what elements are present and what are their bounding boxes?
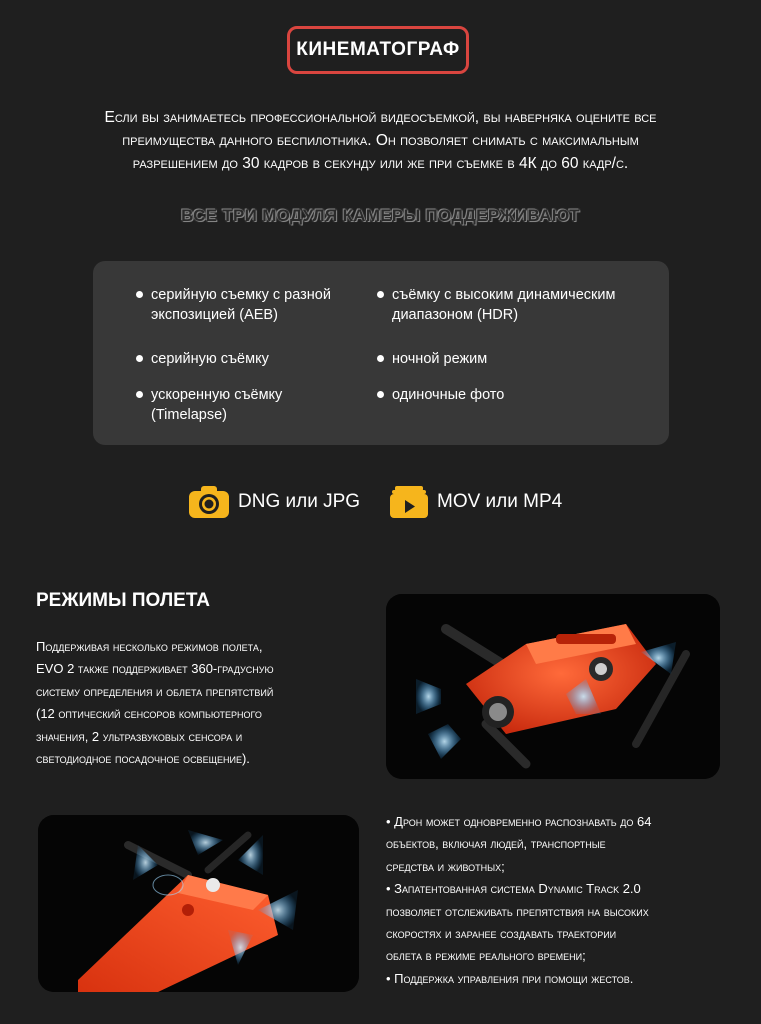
paragraph-line: Поддерживая несколько режимов полета, [36,639,263,654]
drone-illustration [38,815,359,992]
feature-text: диапазоном (HDR) [392,307,519,323]
section-badge [287,26,469,74]
flight-features-list [386,811,746,990]
feature-text: экспозицией (AEB) [151,307,278,323]
intro-line: Если вы занимаетесь профессиональной видеосъемкой, вы наверняка оцените все [104,109,657,126]
list-item: • Дрон может одновременно распознавать до 64 [386,814,652,829]
video-format-label: MOV или MP4 [437,491,563,512]
paragraph-line: светодиодное посадочное освещение). [36,751,250,767]
intro-paragraph [30,106,731,175]
paragraph-line: (12 оптический сенсоров компьютерного [36,706,262,722]
list-item: облета в режиме реального времени; [386,948,586,964]
features-card [93,261,669,445]
intro-line: преимущества данного беспилотника. Он позволяет снимать с максимальным [122,132,639,149]
list-item: позволяет отслеживать препятствия на высоких [386,903,649,919]
feature-text: съёмку с высоким динамическим [392,287,616,303]
feature-text: серийную съёмку [151,351,269,367]
video-folder-icon [389,485,429,519]
flight-modes-title: РЕЖИМЫ ПОЛЕТА [36,590,210,611]
feature-text: ускоренную съёмку [151,387,283,403]
video-format [389,485,562,519]
paragraph-line: систему определения и облета препятствий [36,683,274,699]
list-item: средства и животных; [386,858,505,874]
feature-item-burst [136,349,269,369]
drone-image-front [38,815,359,992]
list-item: • Поддержка управления при помощи жестов. [386,970,634,986]
paragraph-line: значения, 2 ультразвуковых сенсора и [36,728,243,744]
feature-item-single [377,385,504,405]
feature-item-night [377,349,487,369]
feature-item-hdr [377,285,615,325]
section-badge-label: КИНЕМАТОГРАФ [296,39,460,60]
feature-item-timelapse [136,385,282,425]
feature-text: серийную съемку с разной [151,287,331,303]
feature-text: ночной режим [392,351,488,367]
feature-text: (Timelapse) [151,407,228,423]
list-item: объектов, включая людей, транспортные [386,836,606,852]
camera-icon [188,485,230,519]
flight-modes-paragraph [36,636,356,770]
photo-format-label: DNG или JPG [238,491,361,512]
list-item: • Запатентованная система Dynamic Track 2.0 [386,881,641,897]
drone-image-side [386,594,720,779]
paragraph-line: EVO 2 также поддерживает 360-градусную [36,661,274,677]
intro-line: разрешением до 30 кадров в секунду или же при съемке в 4К до 60 кадр/с. [132,155,629,172]
drone-illustration [386,594,720,779]
photo-format [188,485,360,519]
feature-text: одиночные фото [392,387,505,403]
feature-item-aeb [136,285,331,325]
list-item: скоростях и заранее создавать траектории [386,926,617,942]
modules-heading: ВСЕ ТРИ МОДУЛЯ КАМЕРЫ ПОДДЕРЖИВАЮТ [181,206,580,225]
